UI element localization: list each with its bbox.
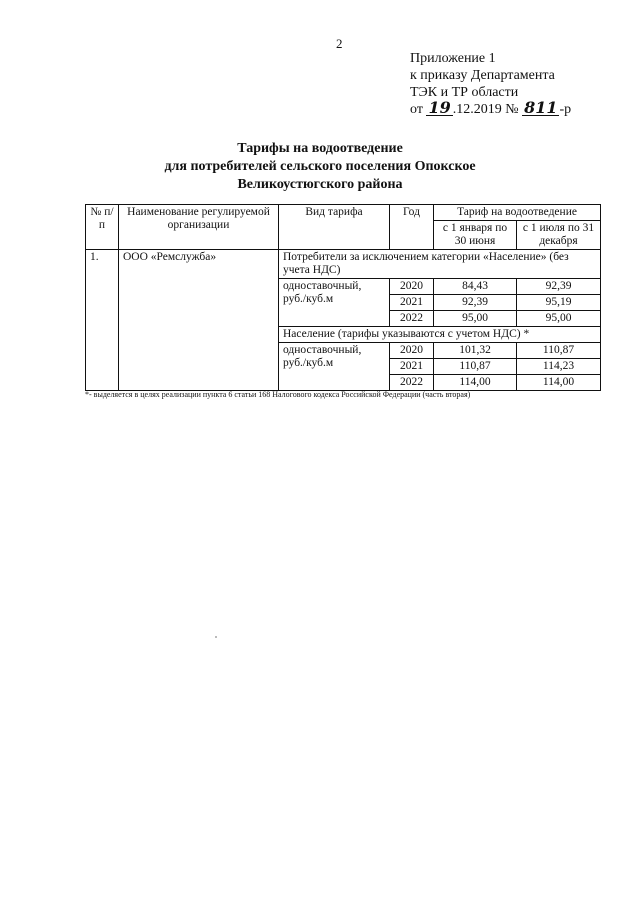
value-cell: 95,00	[434, 311, 517, 327]
header-tariff: Тариф на водоотведение	[434, 205, 601, 221]
year-cell: 2021	[390, 295, 434, 311]
header-type: Вид тарифа	[279, 205, 390, 250]
appendix-line-1: Приложение 1	[410, 51, 496, 66]
header-period-1: с 1 января по 30 июня	[434, 221, 517, 250]
value-cell: 92,39	[517, 279, 601, 295]
header-org: Наименование регулируемой организации	[119, 205, 279, 250]
handwritten-order-number: 811	[524, 98, 558, 117]
appendix-line-2: к приказу Департамента	[410, 68, 555, 83]
value-cell: 114,23	[517, 359, 601, 375]
appendix-line-3: ТЭК и ТР области	[410, 85, 519, 100]
footnote: *- выделяется в целях реализации пункта 6 статьи 168 Налогового кодекса Российской Федерации (часть вторая)	[85, 390, 471, 399]
handwritten-day: 19	[428, 98, 451, 117]
title-line-2: для потребителей сельского поселения Опокское	[164, 159, 476, 174]
value-cell: 101,32	[434, 343, 517, 359]
value-cell: 110,87	[517, 343, 601, 359]
value-cell: 95,19	[517, 295, 601, 311]
organization-name: ООО «Ремслужба»	[119, 250, 279, 391]
date-rest: .12.2019 №	[452, 102, 519, 117]
year-cell: 2020	[390, 279, 434, 295]
group-2-label: Население (тарифы указываются с учетом НДС) *	[279, 327, 601, 343]
title-line-1: Тарифы на водоотведение	[237, 141, 403, 156]
value-cell: 114,00	[434, 375, 517, 391]
header-num: № п/п	[86, 205, 119, 250]
appendix-header	[410, 50, 571, 118]
header-year: Год	[390, 205, 434, 250]
value-cell: 92,39	[434, 295, 517, 311]
row-number: 1.	[86, 250, 119, 391]
year-cell: 2022	[390, 311, 434, 327]
table-row	[86, 250, 601, 279]
group-1-tariff-type: одноставочный, руб./куб.м	[279, 279, 390, 327]
date-prefix: от	[410, 102, 423, 117]
group-2-tariff-type: одноставочный, руб./куб.м	[279, 343, 390, 391]
value-cell: 84,43	[434, 279, 517, 295]
document-title	[0, 140, 640, 194]
group-1-label: Потребители за исключением категории «Население» (без учета НДС)	[279, 250, 601, 279]
header-period-2: с 1 июля по 31 декабря	[517, 221, 601, 250]
value-cell: 114,00	[517, 375, 601, 391]
appendix-date-line	[410, 98, 572, 118]
year-cell: 2020	[390, 343, 434, 359]
year-cell: 2021	[390, 359, 434, 375]
order-suffix: -р	[559, 102, 572, 117]
year-cell: 2022	[390, 375, 434, 391]
table-header-row	[86, 205, 601, 221]
value-cell: 95,00	[517, 311, 601, 327]
page-number: 2	[336, 36, 343, 51]
value-cell: 110,87	[434, 359, 517, 375]
scan-speck	[215, 636, 217, 638]
title-line-3: Великоустюгского района	[237, 177, 403, 192]
tariff-table	[85, 204, 601, 391]
